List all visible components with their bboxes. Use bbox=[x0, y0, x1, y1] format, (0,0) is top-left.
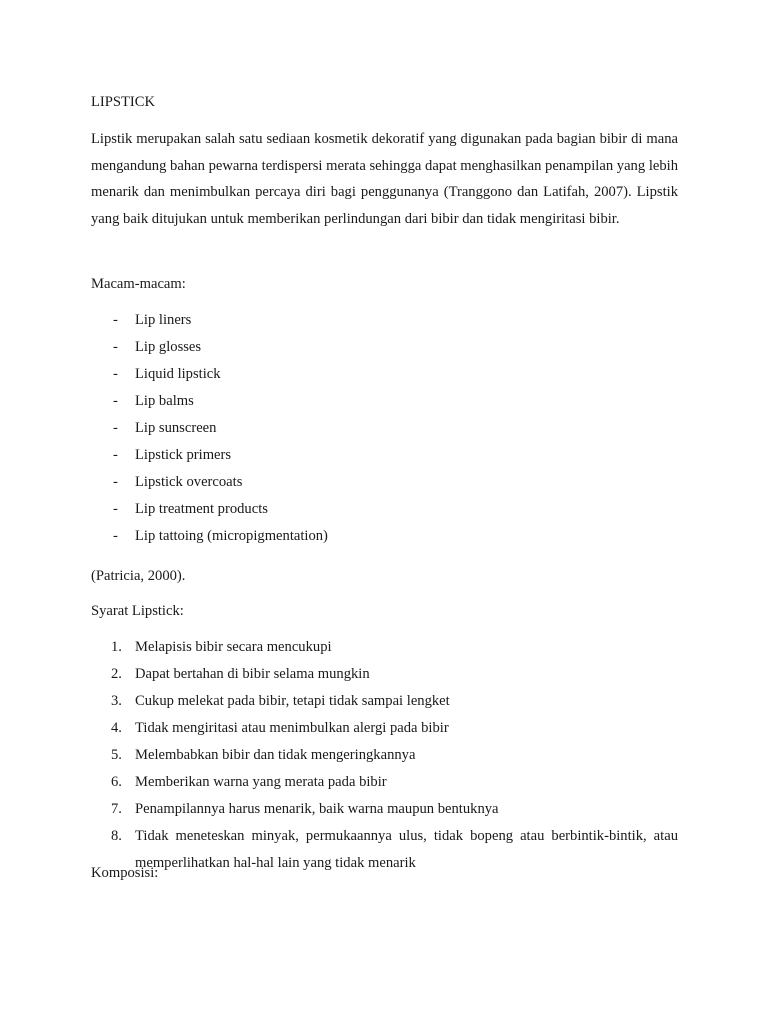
list-item bbox=[91, 634, 678, 661]
list-item bbox=[91, 334, 678, 361]
list-item bbox=[91, 307, 678, 334]
list-item-text: Lipstick overcoats bbox=[135, 474, 243, 490]
list-item-text: Cukup melekat pada bibir, tetapi tidak sampai lengket bbox=[135, 693, 450, 709]
list-item bbox=[91, 496, 678, 523]
list-item bbox=[91, 823, 678, 877]
list-item bbox=[91, 796, 678, 823]
requirements-heading: Syarat Lipstick: bbox=[91, 603, 184, 619]
list-item-text: Melapisis bibir secara mencukupi bbox=[135, 639, 332, 655]
list-number: 7. bbox=[111, 801, 122, 817]
list-item-text: Tidak meneteskan minyak, permukaannya ulus, tidak bopeng atau berbintik-bintik, atau memperlihatkan hal-hal lain yang tidak menarik bbox=[135, 828, 678, 871]
list-item bbox=[91, 388, 678, 415]
list-item-text: Melembabkan bibir dan tidak mengeringkannya bbox=[135, 747, 416, 763]
list-item-text: Lip balms bbox=[135, 393, 194, 409]
dash-marker: - bbox=[113, 366, 118, 382]
list-number: 4. bbox=[111, 720, 122, 736]
citation: (Patricia, 2000). bbox=[91, 568, 186, 584]
list-item-text: Lipstick primers bbox=[135, 447, 232, 463]
dash-marker: - bbox=[113, 474, 118, 490]
types-list bbox=[91, 307, 678, 550]
list-number: 3. bbox=[111, 693, 122, 709]
list-item bbox=[91, 469, 678, 496]
list-item bbox=[91, 742, 678, 769]
dash-marker: - bbox=[113, 420, 118, 436]
requirements-list bbox=[91, 634, 678, 877]
list-item-text: Lip tattoing (micropigmentation) bbox=[135, 528, 328, 544]
list-item-text: Lip glosses bbox=[135, 339, 202, 355]
list-number: 6. bbox=[111, 774, 122, 790]
list-number: 1. bbox=[111, 639, 122, 655]
list-item-text: Lip treatment products bbox=[135, 501, 268, 517]
list-item bbox=[91, 715, 678, 742]
list-item bbox=[91, 688, 678, 715]
list-item bbox=[91, 415, 678, 442]
list-item bbox=[91, 442, 678, 469]
list-item bbox=[91, 661, 678, 688]
dash-marker: - bbox=[113, 393, 118, 409]
list-number: 2. bbox=[111, 666, 122, 682]
composition-heading: Komposisi: bbox=[91, 865, 159, 881]
list-item-text: Lip liners bbox=[135, 312, 192, 328]
list-item-text: Tidak mengiritasi atau menimbulkan alergi pada bibir bbox=[135, 720, 449, 736]
list-item bbox=[91, 769, 678, 796]
intro-paragraph: Lipstik merupakan salah satu sediaan kosmetik dekoratif yang digunakan pada bagian bibir di mana mengandung bahan pewarna terdispersi merata sehingga dapat menghasilkan penampilan yang lebih menarik dan menimbulkan percaya diri bagi penggunanya (Tranggono dan Latifah, 2007). Lipstik yang baik ditujukan untuk memberikan perlindungan dari bibir dan tidak mengiritasi bibir. bbox=[91, 131, 678, 228]
dash-marker: - bbox=[113, 447, 118, 463]
list-item-text: Dapat bertahan di bibir selama mungkin bbox=[135, 666, 370, 682]
list-number: 8. bbox=[111, 828, 122, 844]
list-item-text: Liquid lipstick bbox=[135, 366, 221, 382]
list-item bbox=[91, 361, 678, 388]
list-item-text: Penampilannya harus menarik, baik warna maupun bentuknya bbox=[135, 801, 499, 817]
dash-marker: - bbox=[113, 528, 118, 544]
list-item-text: Lip sunscreen bbox=[135, 420, 217, 436]
dash-marker: - bbox=[113, 339, 118, 355]
dash-marker: - bbox=[113, 501, 118, 517]
document-title: LIPSTICK bbox=[91, 94, 156, 110]
list-number: 5. bbox=[111, 747, 122, 763]
types-heading: Macam-macam: bbox=[91, 276, 186, 292]
list-item-text: Memberikan warna yang merata pada bibir bbox=[135, 774, 387, 790]
list-item bbox=[91, 523, 678, 550]
dash-marker: - bbox=[113, 312, 118, 328]
